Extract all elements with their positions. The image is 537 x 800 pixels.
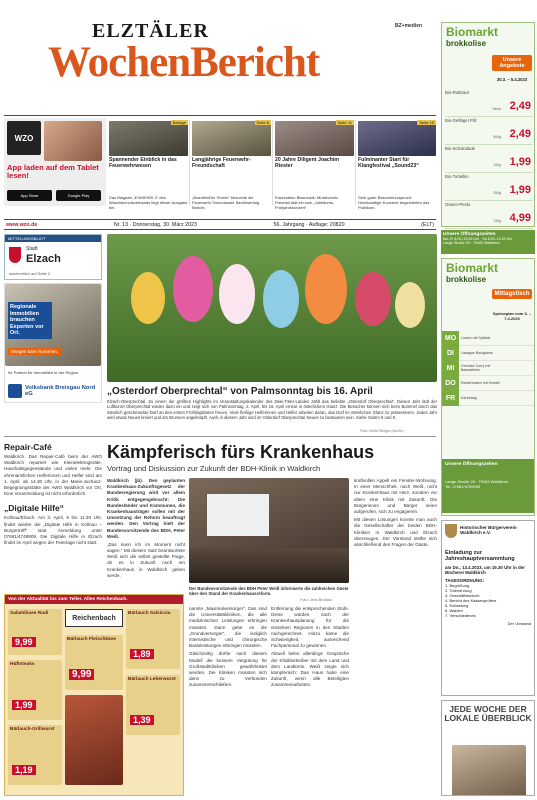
product-unit: Stück xyxy=(492,107,501,111)
product-name: Bio-Rotkraut xyxy=(445,90,469,95)
main-col-4b-text: Mit diesen Lösungen konnte man auch die Gesellschafter der beiden BDH-Kliniken in Waldkirch und Elzach überzeugen. Der Vorstand stellte sich abschließend den Fragen der Gäste. xyxy=(354,517,437,547)
product-name: Bio-Geflügel Pilz xyxy=(445,118,477,123)
website-link[interactable]: www.wzo.de xyxy=(6,221,38,228)
mittagstisch-ad[interactable] xyxy=(441,258,535,516)
agenda-item: 4. Bericht des Kassenprüfers xyxy=(445,597,497,603)
dish-text: Karfreitag xyxy=(461,395,477,400)
coupon-item-4-name: Bärlauch Leberwurst xyxy=(128,677,176,682)
product-price: 4,99 xyxy=(509,212,531,224)
teaser-1-image xyxy=(109,121,188,156)
product-name: Ostern-Pesto xyxy=(445,202,471,207)
app-promo xyxy=(4,118,106,206)
teaser-1-headline: Spannender Einblick in das Feuerwehrwesen xyxy=(109,157,177,169)
stadt-label: Stadt xyxy=(26,246,38,252)
mitteilungsblatt-box[interactable] xyxy=(4,234,102,280)
projection-screen xyxy=(207,494,269,536)
mittag-days xyxy=(442,331,534,406)
product-price: 1,99 xyxy=(509,184,531,196)
hours-title: Unsere Öffnungszeiten xyxy=(443,232,496,237)
product-unit: 130g xyxy=(493,219,501,223)
coupon-item-6[interactable] xyxy=(8,725,62,785)
immobilien-ad[interactable] xyxy=(4,283,102,403)
egg-figure xyxy=(173,256,213,322)
coupon-item-1-name: Salamihase Rudi xyxy=(10,611,49,616)
lead-credit: Foto: Detlef Berger (Archiv) xyxy=(360,429,404,433)
lead-body: Elzach-Oberprechtal. Zu einem der größten Highlights im Veranstaltungskalender des Zwei-Täler-Landes zählt das beliebte „Osterdorf Oberprechtal“. Diesen Jahr lädt der Luftkurort Oberprechtal wieder dazu ein und zeigt sich von Palmsonntag, 2. April, bis 16. April erneut in österlichem Glanz. Die Besucher können sich beim Bummel durch das österlich geschmückte Dorf an den ersten Frühlingsboten freuen. Viele fleißige Helferinnen und Helfer arbeiten daran, das Dorf im österlichen Glanz zu präsentieren. Jedes Jahr wird etwas Neues kreiert und am Brunnen angeknüpft. Auch in diesem Jahr wird im Osterdorf Oberprechtal Neues zu bestaunen sein. Siehe Seiten 8 und 9. xyxy=(107,399,437,421)
elzach-name: Elzach xyxy=(26,253,61,265)
coupon-item-4[interactable] xyxy=(126,675,180,735)
weekly-overview-text: JEDE WOCHE DER LOKALE ÜBERBLICK xyxy=(444,704,532,724)
teaser-1-page: Beilage xyxy=(172,120,186,125)
main-col-3 xyxy=(271,606,349,690)
brand-main: WochenBericht xyxy=(48,39,320,86)
teaser-2-headline: Langjährige Feuerwehr-Freundschaft xyxy=(192,157,251,169)
immo-caption: Ihr Partner für Immobilien in der Region xyxy=(8,370,79,375)
teaser-2-text: „Brandheißer Termin“ besuchte die Feuerwehr Simonswald. Bezirkserfolg Bericht. xyxy=(192,194,260,210)
coupon-item-4-price: 1,39 xyxy=(130,715,154,725)
verein-crest-icon xyxy=(445,524,457,538)
main-col-3b-text: Aktuell liefen allerdings Gespräche der Klinikbetreiber mit dem Land und dem Landkreis. Weiß zeigte sich kämpferisch: Das Haus habe eine Zukunft, wenn alle Beteiligten zusammenarbeiten. xyxy=(271,651,349,688)
dish-text: Lasagne Bolognese xyxy=(461,350,493,355)
day-row-do xyxy=(442,376,534,391)
reader-photo xyxy=(452,745,526,796)
product-unit: 250g xyxy=(493,191,501,195)
egg-figure xyxy=(131,272,165,324)
teaser-3-page: Seite 11 xyxy=(337,120,352,125)
teaser-4-text: Sehr guter Besucherzuspruch: Hochkarätige Konzerte begeisterten das Publikum. xyxy=(358,194,430,210)
coupon-item-5[interactable] xyxy=(8,660,62,720)
coupon-item-1-price: 9,99 xyxy=(12,637,36,647)
photo-credit: Foto: Jens Brodatz xyxy=(300,598,332,602)
hours-text: Mo–Fr 8.00–19.00 Uhr · Sa 8.00–16.00 Uhr xyxy=(443,237,513,241)
easter-eggs-photo xyxy=(107,234,437,382)
main-col-4-text: kraftvollen Appell ein Fenster-Wohnung. In einer Menschheit, nach Weiß, nicht nur Krankenhaus mit Herz, sondern vor allem eine Klinik mit Zukunft. Die Bürgerinnen und Bürger seien aufgerufen, sich zu engagieren. xyxy=(354,478,437,514)
divider xyxy=(4,436,436,437)
product-name: Bio-Tortellini xyxy=(445,174,469,179)
masthead xyxy=(0,0,440,85)
egg-figure xyxy=(263,270,299,328)
day-row-mi xyxy=(442,361,534,376)
teaser-1[interactable] xyxy=(108,120,190,210)
teaser-4-page: Seite 15 xyxy=(419,120,434,125)
repair-cafe-title: Repair-Café xyxy=(4,442,52,452)
biomarkt-badge: Unsere Angebote xyxy=(492,55,532,71)
google-play-button[interactable]: Google Play xyxy=(56,190,101,201)
main-col-2 xyxy=(189,606,267,690)
digitale-hilfe-text: Kollnau/Elzach. Am 3. April, 9 bis 11.30 Uhr, findet wieder die „Digitale Hilfe in Kollnau – Bürgertreff“ statt. Anmeldung unter 07681/4749909. Die Digitale Hilfe in Elzach findet im April wegen der Feiertage nicht statt. xyxy=(4,515,102,546)
immo-cta[interactable]: Morgen kann kommen. xyxy=(8,348,61,355)
mittag-store: brokkolise xyxy=(446,275,487,284)
coupon-item-3[interactable] xyxy=(65,635,123,690)
biomarkt-store: brokkolise xyxy=(446,39,487,48)
coupon-item-6-price: 1,19 xyxy=(12,765,36,775)
product-price: 1,99 xyxy=(509,156,531,168)
day-row-fr xyxy=(442,391,534,406)
product-price: 2,49 xyxy=(509,128,531,140)
main-col-4 xyxy=(354,478,437,550)
coupon-item-2-price: 1,89 xyxy=(130,649,154,659)
teaser-4-image xyxy=(358,121,436,156)
teaser-2[interactable] xyxy=(191,120,273,210)
wzo-logo: WZO xyxy=(7,121,41,155)
teaser-1-text: Das Magazin „EINSEINS 2“ des Waschtechnikverbands liegt dieser Ausgabe bei. xyxy=(109,194,188,210)
dish-text: Gemüse Curry mit Basmatireis xyxy=(461,363,491,372)
mittag-address: Lange Straße 28 · 79183 Waldkirch xyxy=(445,479,508,484)
issue-bar xyxy=(4,219,436,230)
main-col-1 xyxy=(107,478,185,581)
product-name: Bio-Schokolade xyxy=(445,146,476,151)
day-row-mo xyxy=(442,331,534,346)
coupon-item-5-name: Hüftsteaks xyxy=(10,662,35,667)
reichenbach-logo: Reichenbach xyxy=(65,609,123,627)
verein-title: Einladung zur Jahreshauptversammlung xyxy=(445,550,515,563)
mitteilungsblatt-sub: wöchentlich auf Seite 2 xyxy=(9,271,51,276)
teaser-3-text: Faszination Blasmusik: Musikverein Prechtal lädt ein zum „Jubiläums-Frühjahrskonzert“. xyxy=(275,194,339,210)
coupon-item-1[interactable] xyxy=(8,609,62,655)
region-code: (ELT) xyxy=(421,221,434,228)
agenda-item: 1. Begrüßung xyxy=(445,582,470,588)
product-card-4[interactable] xyxy=(445,174,533,201)
day-label: MI xyxy=(442,361,459,376)
main-col-1b-text: „Das kann ich im Moment nicht sagen.“ Mit diesem Satz beantwortete Weiß sich die selbst gestellte Frage, ob es in Zukunft noch ein Krankenhaus in Waldkirch geben werde. xyxy=(107,541,185,578)
issue-number: Nr. 13 · Donnerstag, 30. März 2023 xyxy=(113,221,197,228)
day-label: DI xyxy=(442,346,459,361)
main-col-1-text: Waldkirch (jb). Den geplanten Krankenhaus-Zukunftsgesetz der Bundesregierung wird vor allem Kritik entgegengebracht: Die Bundesländer und Kommunen, die Krankenhausträger sollen mit der Umsetzung der Reform beauftragt werden. Den Vortrag hielt der Bundesvorsitzende des BDH, Peter Weiß. xyxy=(107,478,185,539)
product-unit: 500g xyxy=(493,135,501,139)
coupon-item-2-name: Bärlauch Salsiccia xyxy=(128,611,171,616)
egg-figure xyxy=(305,254,347,324)
teaser-2-image xyxy=(192,121,271,156)
brand-top: ELZTÄLER xyxy=(92,20,209,42)
teaser-3-image xyxy=(275,121,354,156)
coupon-item-3-price: 9,99 xyxy=(69,669,94,680)
repair-cafe-text: Waldkirch. Das Repair-Café beim der AWO Waldkirch repariert wie Kleinelektrogeräte, Haushaltsgegenstände und vieles mehr. Die ehrenamtlichen Helferinnen und Helfer sind am 1. April, ab 14.30 Uhr, in der Marie-Juchacz-Begegnungsstätte der AWO Waldkirch vor Ort. Eine Voranmeldung ist nicht erforderlich. xyxy=(4,454,102,497)
day-label: MO xyxy=(442,331,459,346)
mittag-week: Speiseplan vom 3. – 7.4.2023 xyxy=(492,311,532,321)
teaser-4[interactable] xyxy=(357,120,437,210)
product-card-1[interactable] xyxy=(445,90,533,117)
lead-headline: „Osterdorf Oberprechtal“ von Palmsonntag bis 16. April xyxy=(107,386,373,397)
biomarkt-hours-box xyxy=(441,230,535,254)
coupon-item-6-name: Bärlauch-Grillwurst xyxy=(10,727,55,732)
app-store-button[interactable]: App Store xyxy=(7,190,52,201)
verein-ad xyxy=(441,520,535,696)
publisher-logo: BZ+medien xyxy=(395,23,423,29)
photo-caption: Der Bundesvorsitzende des BDH Peter Weiß informierte die zahlreichen Gäste über den Stand der Krankenhausreform. xyxy=(189,586,349,597)
main-col-2b-text: Gleichzeitig dürfte nach diesem Modell die bessere Vergütung für Großstadtkliniken gewährleistet werden. Die Kliniken müssten sich dann zu Verbünden zusammenschließen. xyxy=(189,651,267,688)
agenda-item: 3. Geschäftsbericht xyxy=(445,592,480,598)
audience xyxy=(189,548,349,583)
meat-photo xyxy=(65,695,123,785)
teaser-3[interactable] xyxy=(274,120,356,210)
egg-figure xyxy=(219,264,255,324)
biomarkt-address: Lange Straße 28 · 79183 Waldkirch xyxy=(443,241,500,245)
agenda-item: 7. Verschiedenes xyxy=(445,612,476,618)
agenda-item: 5. Entlastung xyxy=(445,602,469,608)
main-col-3-text: Entfernung die entsprechenden Stufe. Diese würden nach der Krankenhausplanung für die einzelnen Regionen in den Städten nachgerechnet. Hinzu käme die Schwierigkeit, ausreichend Fachpersonal zu gewinnen. xyxy=(271,606,349,649)
verein-org: Historischer Bürgerverein Waldkirch e.V. xyxy=(460,525,517,536)
mittag-phone: Tel. 07681/4759995 xyxy=(445,484,481,489)
egg-figure xyxy=(395,282,425,328)
day-label: FR xyxy=(442,391,459,406)
product-price: 2,49 xyxy=(509,100,531,112)
main-headline: Kämpferisch fürs Krankenhaus xyxy=(107,442,375,462)
reichenbach-ad[interactable] xyxy=(4,594,184,796)
mittag-name: Biomarkt xyxy=(446,261,499,275)
day-row-di xyxy=(442,346,534,361)
reichenbach-header: Von der Aktualität bis zum Teller. Alles Reichenbach. xyxy=(5,595,183,604)
digitale-hilfe-title: „Digitale Hilfe“ xyxy=(4,503,64,514)
verein-sign: Der Vorstand xyxy=(507,620,531,626)
coupon-item-3-name: Bärlauch Fleischkäse xyxy=(67,637,117,642)
agenda-item: 2. Totenehrung xyxy=(445,587,472,593)
mittag-hours-title: Unsere Öffnungszeiten xyxy=(445,462,498,467)
product-card-5[interactable] xyxy=(445,202,533,229)
teaser-strip xyxy=(4,115,436,116)
biomarkt-valid: 30.3. – 5.4.2023 xyxy=(496,77,528,82)
coupon-item-5-price: 1,99 xyxy=(12,700,36,710)
product-card-3[interactable] xyxy=(445,146,533,173)
teaser-3-headline: 20 Jahre Diligent Joachim Riester xyxy=(275,157,340,169)
mitteilungsblatt-label: MITTELUNGSBLATT xyxy=(5,235,101,242)
product-card-2[interactable] xyxy=(445,118,533,145)
day-label: DO xyxy=(442,376,459,391)
tablet-photo xyxy=(44,121,102,161)
presentation-photo xyxy=(189,478,349,583)
volume-info: 56. Jahrgang · Auflage: 20820 xyxy=(273,221,345,228)
volksbank-logo xyxy=(8,384,22,398)
coupon-item-2[interactable] xyxy=(126,609,180,669)
dish-text: Rinderbraten mit Knödel xyxy=(461,380,500,385)
verein-date: am Do., 13.4.2023, um 19.30 Uhr in der Bücherei Waldkirch xyxy=(445,564,525,575)
immo-headline: Regionale Immobilien brauchen Experten vor Ort. xyxy=(8,302,52,339)
app-headline: App laden auf dem Tablet lesen! xyxy=(7,163,99,180)
agenda-item: 6. Wahlen xyxy=(445,607,463,613)
elzach-crest-icon xyxy=(9,247,21,263)
product-unit: 100g xyxy=(493,163,501,167)
teaser-4-headline: Fulminanter Start für Klangfestival „Sound23“ xyxy=(358,157,419,169)
dish-text: Linsen mit Spätzle xyxy=(461,335,491,340)
main-subhead: Vortrag und Diskussion zur Zukunft der BDH-Klinik in Waldkirch xyxy=(107,464,321,473)
mittag-badge: Mittagstisch xyxy=(492,289,532,299)
repair-cafe-article xyxy=(4,439,102,548)
bank-name: Volksbank Breisgau Nord eG xyxy=(25,385,96,398)
weekly-overview-ad[interactable] xyxy=(441,700,535,796)
main-col-2-text: nannte „Maximalversorger“. Das sind die Universitätskliniken, die alle medizinischen Leistungen erbringen müssten. Dann gebe es die „Grundversorger“, die lediglich internistische und chirurgische Basisleistungen erbringen müssten. xyxy=(189,606,267,649)
mittag-hours-box xyxy=(442,459,534,513)
egg-figure xyxy=(355,272,391,326)
verein-agenda-title: TAGESORDNUNG: xyxy=(445,577,484,583)
teaser-2-page: Seite 8 xyxy=(256,120,269,125)
biomarkt-name: Biomarkt xyxy=(446,25,499,39)
